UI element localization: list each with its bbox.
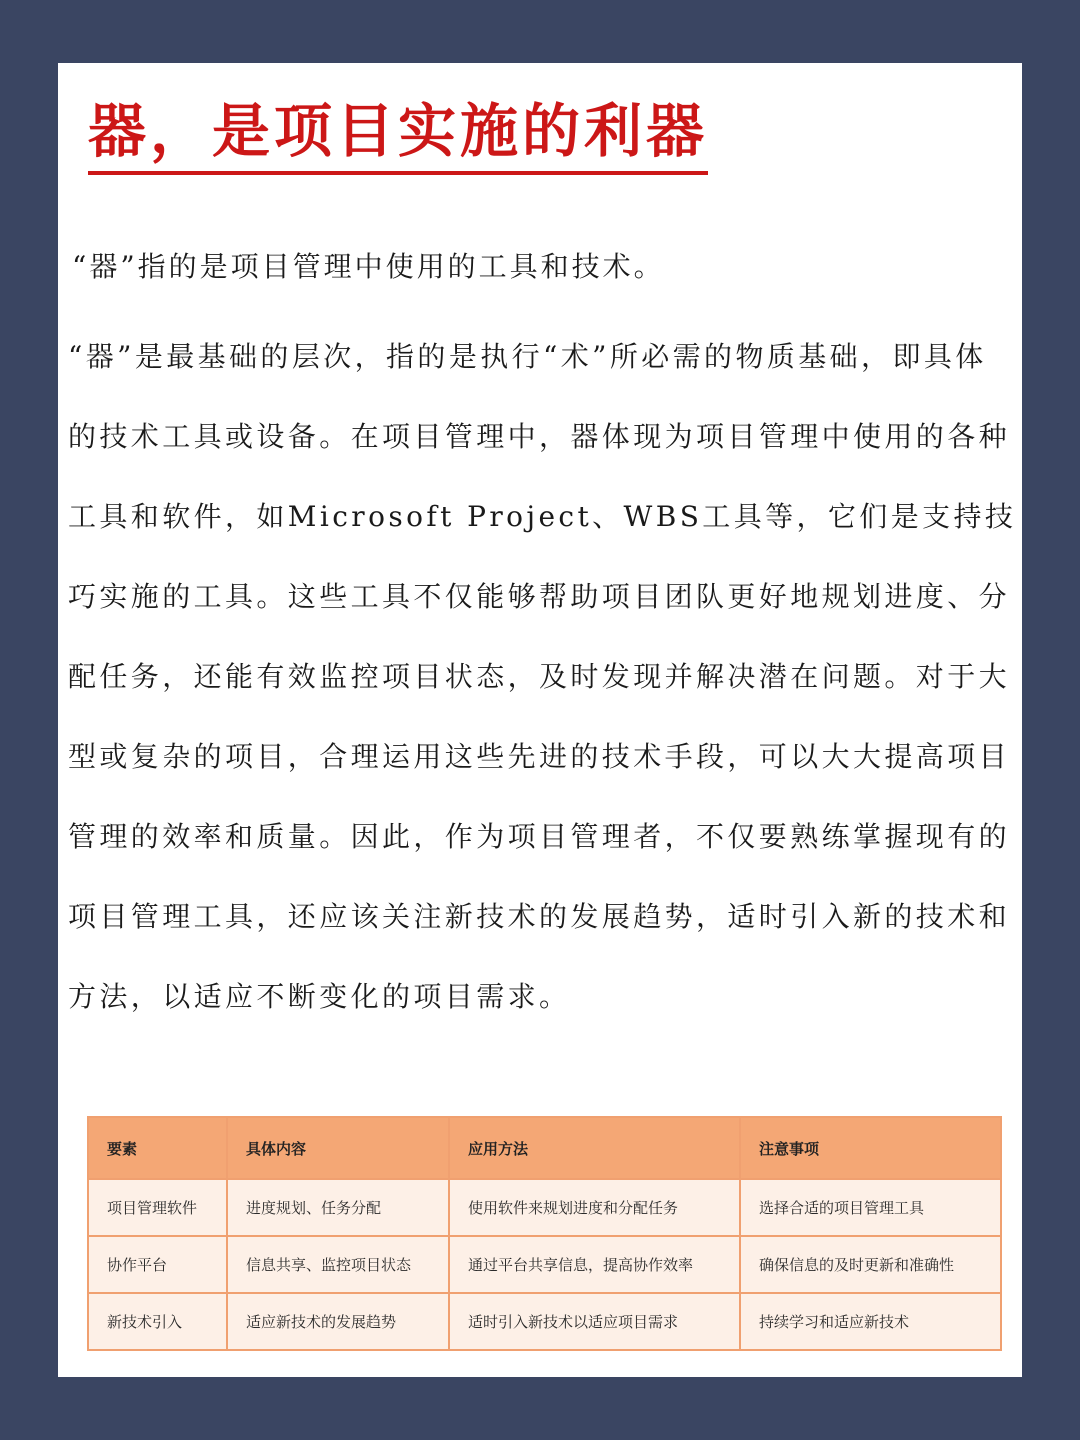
body-paragraph: “器”是最基础的层次，指的是执行“术”所必需的物质基础，即具体的技术工具或设备。在项目管理中，器体现为项目管理中使用的各种工具和软件，如Microsoft Project、WBS工具等，它们是支持技巧实施的工具。这些工具不仅能够帮助项目团队更好地规划进度、分配任务，还能有效监控项目状态，及时发现并解决潜在问题。对于大型或复杂的项目，合理运用这些先进的技术手段，可以大大提高项目管理的效率和质量。因此，作为项目管理者，不仅要熟练掌握现有的项目管理工具，还应该关注新技术的发展趋势，适时引入新的技术和方法，以适应不断变化的项目需求。 (68, 340, 1017, 1013)
table-cell: 进度规划、任务分配 (227, 1179, 449, 1236)
table-cell: 新技术引入 (88, 1293, 227, 1350)
content-card (58, 63, 1022, 1377)
summary-table-container (87, 1116, 1000, 1351)
table-header-row (88, 1117, 1001, 1179)
table-cell: 通过平台共享信息，提高协作效率 (449, 1236, 740, 1293)
table-header-cell: 具体内容 (227, 1117, 449, 1179)
table-cell: 信息共享、监控项目状态 (227, 1236, 449, 1293)
page-title: 器，是项目实施的利器 (88, 93, 708, 175)
table-header-cell: 应用方法 (449, 1117, 740, 1179)
table-cell: 持续学习和适应新技术 (740, 1293, 1001, 1350)
table-cell: 确保信息的及时更新和准确性 (740, 1236, 1001, 1293)
table-cell: 项目管理软件 (88, 1179, 227, 1236)
table-cell: 适应新技术的发展趋势 (227, 1293, 449, 1350)
table-cell: 协作平台 (88, 1236, 227, 1293)
table-cell: 使用软件来规划进度和分配任务 (449, 1179, 740, 1236)
table-cell: 选择合适的项目管理工具 (740, 1179, 1001, 1236)
table-header-cell: 要素 (88, 1117, 227, 1179)
table-row (88, 1179, 1001, 1236)
table-row (88, 1293, 1001, 1350)
table-row (88, 1236, 1001, 1293)
summary-table (87, 1116, 1002, 1351)
table-header-cell: 注意事项 (740, 1117, 1001, 1179)
table-cell: 适时引入新技术以适应项目需求 (449, 1293, 740, 1350)
intro-paragraph: “器”指的是项目管理中使用的工具和技术。 (72, 250, 665, 283)
